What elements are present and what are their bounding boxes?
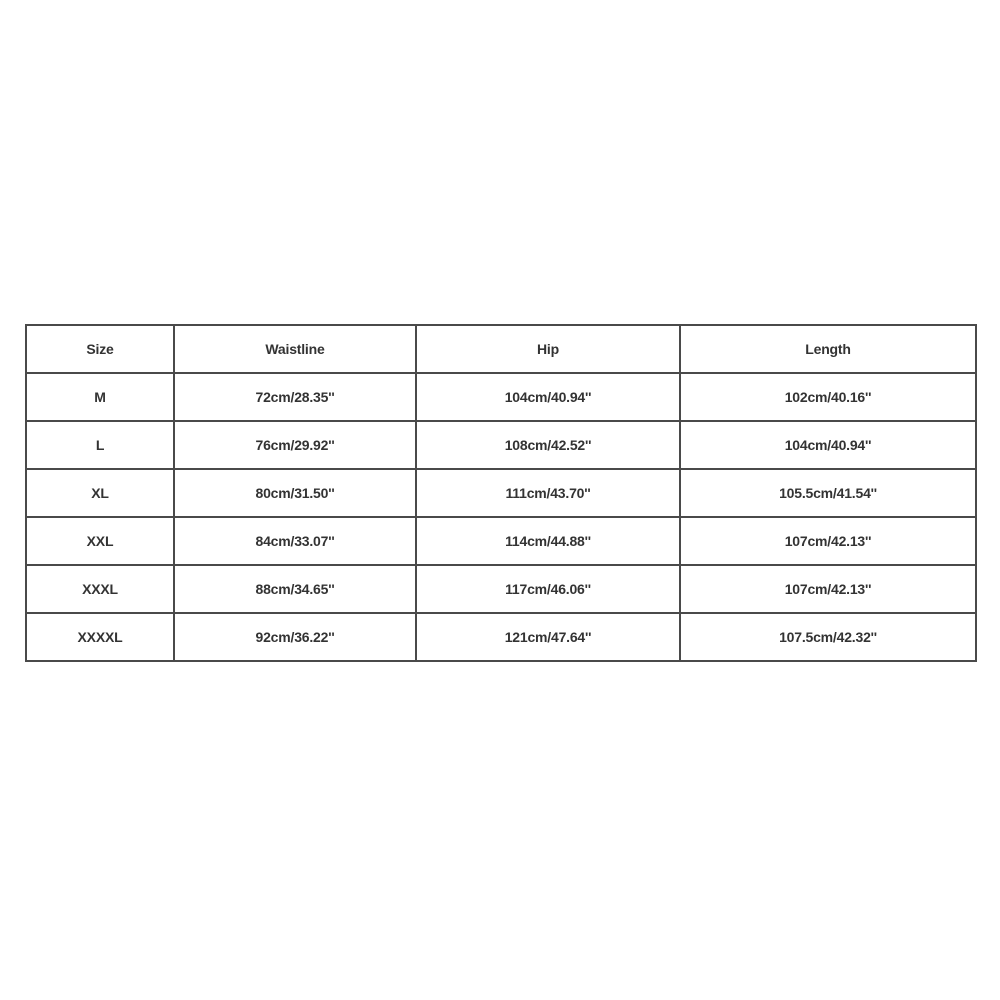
cell-hip: 117cm/46.06'' [416, 565, 680, 613]
cell-size: L [26, 421, 174, 469]
cell-hip: 114cm/44.88'' [416, 517, 680, 565]
cell-waistline: 92cm/36.22'' [174, 613, 416, 661]
cell-size: M [26, 373, 174, 421]
table-row [26, 469, 976, 517]
cell-length: 102cm/40.16'' [680, 373, 976, 421]
cell-waistline: 72cm/28.35'' [174, 373, 416, 421]
cell-hip: 104cm/40.94'' [416, 373, 680, 421]
cell-length: 105.5cm/41.54'' [680, 469, 976, 517]
header-size: Size [26, 325, 174, 373]
table-row [26, 517, 976, 565]
cell-waistline: 80cm/31.50'' [174, 469, 416, 517]
cell-waistline: 88cm/34.65'' [174, 565, 416, 613]
cell-length: 104cm/40.94'' [680, 421, 976, 469]
table-row [26, 613, 976, 661]
table-header-row [26, 325, 976, 373]
table-row [26, 373, 976, 421]
table-row [26, 421, 976, 469]
size-chart-table [25, 324, 977, 662]
cell-size: XL [26, 469, 174, 517]
table-row [26, 565, 976, 613]
cell-length: 107cm/42.13'' [680, 565, 976, 613]
cell-length: 107cm/42.13'' [680, 517, 976, 565]
cell-hip: 108cm/42.52'' [416, 421, 680, 469]
cell-hip: 121cm/47.64'' [416, 613, 680, 661]
cell-hip: 111cm/43.70'' [416, 469, 680, 517]
cell-waistline: 76cm/29.92'' [174, 421, 416, 469]
cell-size: XXXL [26, 565, 174, 613]
header-hip: Hip [416, 325, 680, 373]
cell-size: XXXXL [26, 613, 174, 661]
header-waistline: Waistline [174, 325, 416, 373]
cell-size: XXL [26, 517, 174, 565]
header-length: Length [680, 325, 976, 373]
cell-waistline: 84cm/33.07'' [174, 517, 416, 565]
cell-length: 107.5cm/42.32'' [680, 613, 976, 661]
